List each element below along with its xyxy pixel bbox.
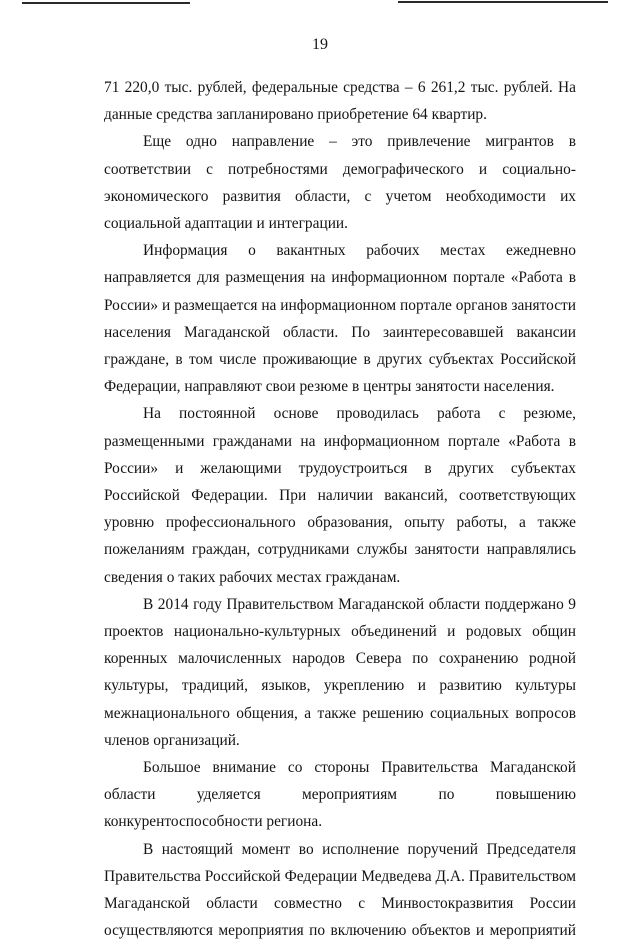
page-body <box>104 74 576 945</box>
paragraph-competitiveness: Большое внимание со стороны Правительства Магаданской области уделяется мероприятиям по повышению конкурентоспособности региона. <box>104 759 576 831</box>
paragraph-resume-work: На постоянной основе проводилась работа с резюме, размещенными гражданами на информационном портале «Работа в России» и желающими трудоустроиться в других субъектах Российской Федерации. При наличии вакансий, соответствующих уровню профессионального образования, опыту работы, а также пожеланиям граждан, сотрудниками службы занятости направлялись сведения о таких рабочих местах гражданам. <box>104 405 576 586</box>
scan-edge-line-right <box>398 1 608 3</box>
paragraph-national-cultural-projects: В 2014 году Правительством Магаданской области поддержано 9 проектов национально-культурных объединений и родовых общин коренных малочисленных народов Севера по сохранению родной культуры, традиций, языков, укреплению и развитию культуры межнационального общения, а также решению социальных вопросов членов организаций. <box>104 595 576 749</box>
paragraph-vacancies-info: Информация о вакантных рабочих местах ежедневно направляется для размещения на информационном портале «Работа в России» и размещается на информационном портале органов занятости населения Магаданской области. По заинтересовавшей вакансии граждане, в том числе проживающие в других субъектах Российской Федерации, направляют свои резюме в центры занятости населения. <box>104 242 576 396</box>
paragraph-government-instructions: В настоящий момент во исполнение поручений Председателя Правительства Российской Федерации Медведева Д.А. Правительством Магаданской области совместно с Минвостокразвития России осуществляются мероприятия по включению объектов и мероприятий <box>104 840 576 940</box>
paragraph-migrants: Еще одно направление – это привлечение мигрантов в соответствии с потребностями демографического и социально-экономического развития области, с учетом необходимости их социальной адаптации и интеграции. <box>104 133 576 233</box>
paragraph-funding-continuation: 71 220,0 тыс. рублей, федеральные средства – 6 261,2 тыс. рублей. На данные средства запланировано приобретение 64 квартир. <box>104 79 576 124</box>
page-number: 19 <box>312 36 328 53</box>
scan-edge-line-left <box>22 2 190 4</box>
